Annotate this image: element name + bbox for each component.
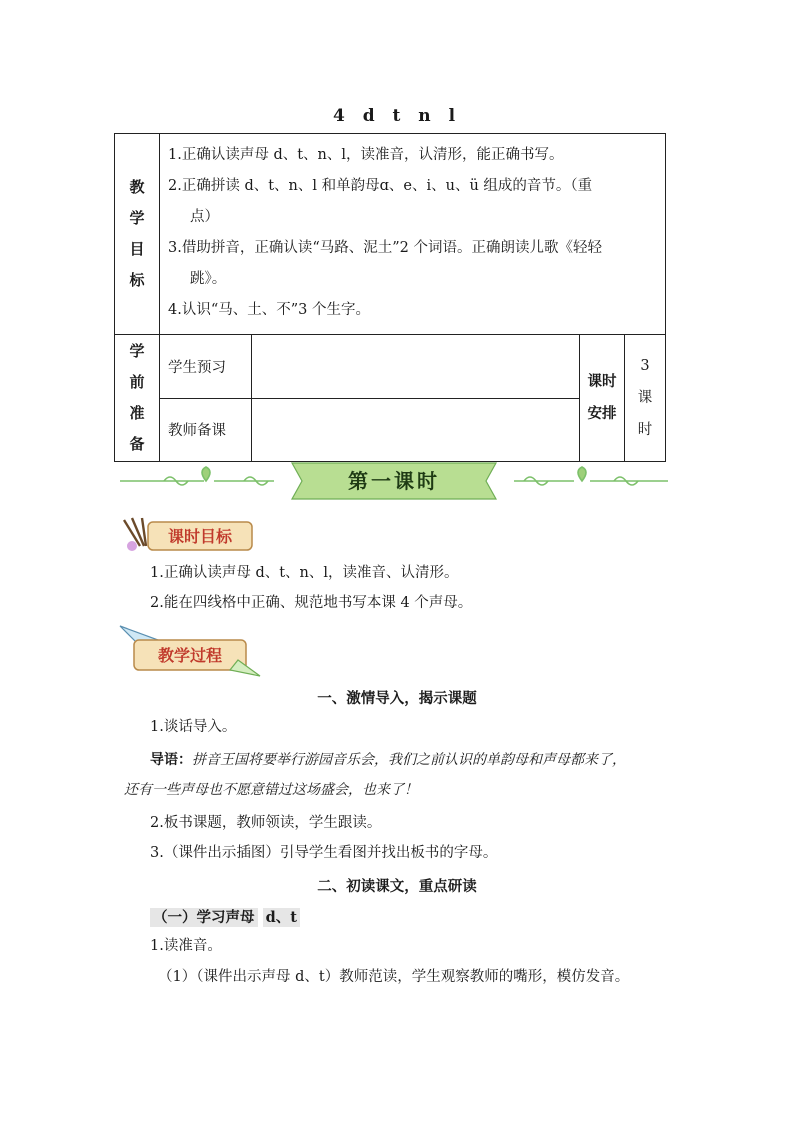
- lesson-plan-table: [114, 133, 666, 462]
- prep-label-char: 准: [129, 404, 145, 422]
- goal-item: 跳》。: [190, 271, 227, 287]
- student-prep-label: 学生预习: [160, 335, 252, 399]
- time-value: [625, 335, 666, 462]
- teacher-prep-content: [252, 398, 580, 462]
- objective-item: 1.正确认读声母 d、t、n、l，读准音、认清形。: [150, 565, 459, 581]
- goal-item: 4.认识“马、土、不”3 个生字。: [168, 302, 370, 318]
- page-title: 4 d t n l: [332, 106, 462, 126]
- goals-label: [115, 134, 160, 335]
- prep-label: [115, 335, 160, 462]
- step-item: 1.谈话导入。: [150, 719, 237, 735]
- step-item: 2.板书课题，教师领读，学生跟读。: [150, 815, 382, 831]
- prep-label-char: 备: [129, 435, 145, 453]
- part2-heading: 二、初读课文，重点研读: [317, 878, 477, 895]
- brush-icon: [124, 518, 146, 546]
- objective-item: 2.能在四线格中正确、规范地书写本课 4 个声母。: [150, 595, 473, 611]
- goals-label-char: 学: [129, 209, 145, 227]
- objectives-label-text: 课时目标: [167, 527, 233, 546]
- lesson-banner: [114, 457, 674, 505]
- goals-content: [160, 134, 666, 335]
- goal-item: 点）: [190, 209, 219, 225]
- time-label: [580, 335, 625, 462]
- teacher-prep-label: 教师备课: [160, 398, 252, 462]
- time-label-text: 课时: [587, 373, 617, 390]
- step-item: 1.读准音。: [150, 938, 222, 954]
- step-sub-item: （1）（课件出示声母 d、t）教师范读，学生观察教师的嘴形，模仿发音。: [158, 969, 630, 985]
- goals-label-char: 目: [129, 240, 145, 258]
- process-label-text: 教学过程: [157, 646, 223, 665]
- intro-label: 导语：: [150, 752, 192, 768]
- student-prep-content: [252, 335, 580, 399]
- process-section-label: [118, 622, 263, 678]
- sub-heading-prefix: （一）学习声母: [150, 908, 258, 927]
- step-item: 3.（课件出示插图）引导学生看图并找出板书的字母。: [150, 845, 498, 861]
- flower-icon: [127, 541, 137, 551]
- intro-paragraph: [124, 745, 672, 805]
- time-value-text: 时: [637, 422, 653, 438]
- banner-title: 第一课时: [348, 469, 440, 493]
- goal-item: 2.正确拼读 d、t、n、l 和单韵母ɑ、e、i、u、ü 组成的音节。（重: [168, 178, 593, 194]
- time-value-text: 课: [637, 390, 653, 406]
- prep-label-char: 学: [129, 342, 145, 360]
- objectives-section-label: [118, 516, 258, 554]
- goal-item: 3.借助拼音，正确认读“马路、泥土”2 个词语。正确朗读儿歌《轻轻: [168, 240, 602, 256]
- time-value-text: 3: [640, 358, 650, 374]
- goal-item: 1.正确认读声母 d、t、n、l，读准音，认清形，能正确书写。: [168, 147, 564, 163]
- vine-left-icon: [120, 467, 274, 485]
- sub-heading-letters: d、t: [263, 908, 300, 927]
- goals-label-char: 标: [129, 271, 145, 289]
- goals-label-char: 教: [129, 178, 145, 196]
- intro-text: 还有一些声母也不愿意错过这场盛会，也来了！: [124, 782, 418, 798]
- part1-heading: 一、激情导入，揭示课题: [317, 690, 477, 707]
- time-label-text: 安排: [587, 405, 617, 422]
- vine-right-icon: [514, 467, 668, 485]
- intro-text: 拼音王国将要举行游园音乐会，我们之前认识的单韵母和声母都来了，: [192, 752, 626, 768]
- prep-label-char: 前: [129, 373, 145, 391]
- sub-heading: [150, 906, 300, 927]
